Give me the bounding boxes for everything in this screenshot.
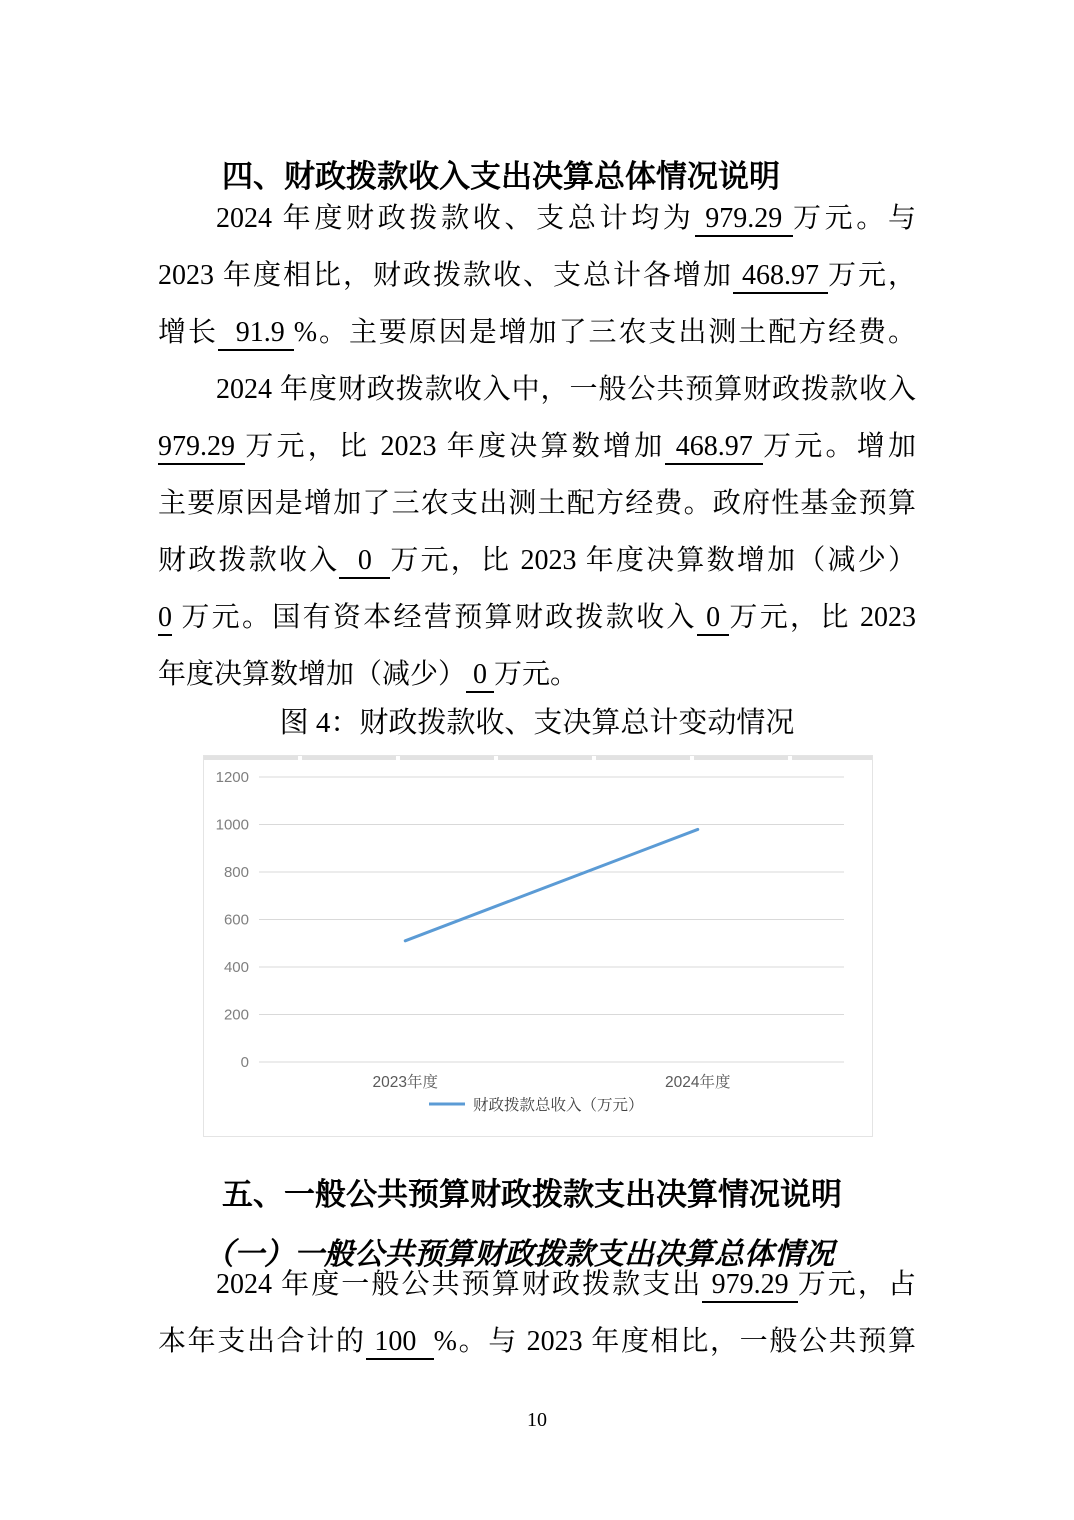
text-line bbox=[158, 190, 916, 247]
text-line bbox=[158, 589, 916, 646]
text-run: %。主要原因是增加了三农支出测土配方经费。 bbox=[293, 317, 916, 348]
text-run: 本年支出合计的 bbox=[158, 1326, 366, 1357]
y-axis-tick-label: 800 bbox=[223, 864, 249, 881]
x-axis-tick-label: 2024年度 bbox=[665, 1074, 731, 1091]
underlined-value: 468.97 bbox=[665, 431, 763, 465]
text-run: 万元。增加 bbox=[762, 431, 916, 462]
y-axis-tick-label: 400 bbox=[223, 959, 249, 976]
underlined-value: 100 bbox=[366, 1326, 434, 1360]
text-line bbox=[158, 532, 916, 589]
text-line bbox=[158, 418, 916, 475]
text-line bbox=[158, 304, 916, 361]
text-run: 万元。 bbox=[494, 659, 579, 690]
text-run: 2023 年度相比，财政拨款收、支总计各增加 bbox=[158, 260, 733, 291]
underlined-value: 468.97 bbox=[733, 260, 828, 294]
text-run: 2024 年度财政拨款收入中，一般公共预算财政拨款收入 bbox=[216, 374, 916, 405]
text-line bbox=[158, 475, 916, 532]
text-run: 2024 年度财政拨款收、支总计均为 bbox=[216, 203, 695, 234]
x-axis-tick-label: 2023年度 bbox=[372, 1074, 438, 1091]
y-axis-tick-label: 1200 bbox=[215, 769, 249, 786]
underlined-value: 0 bbox=[339, 545, 390, 579]
underlined-value: 979.29 bbox=[695, 203, 793, 237]
legend-label: 财政拨款总收入（万元） bbox=[473, 1097, 644, 1114]
y-axis-tick-label: 0 bbox=[240, 1054, 249, 1071]
underlined-value: 0 bbox=[158, 602, 172, 636]
underlined-value: 979.29 bbox=[158, 431, 245, 465]
text-line bbox=[158, 247, 916, 304]
section5-subheading: （一）一般公共预算财政拨款支出决算总体情况 bbox=[204, 1238, 834, 1271]
underlined-value: 979.29 bbox=[702, 1269, 797, 1303]
paragraph-2 bbox=[158, 361, 916, 703]
text-run: 万元，比 2023 bbox=[729, 602, 916, 633]
y-axis-tick-label: 1000 bbox=[215, 816, 249, 834]
text-line bbox=[158, 646, 916, 703]
text-run: 财政拨款收入 bbox=[158, 545, 340, 576]
page-number: 10 bbox=[527, 1409, 547, 1431]
text-run: 万元，比 2023 年度决算数增加 bbox=[245, 431, 666, 462]
text-run: 万元。国有资本经营预算财政拨款收入 bbox=[172, 602, 697, 633]
text-run: 主要原因是增加了三农支出测土配方经费。政府性基金预算 bbox=[158, 488, 916, 519]
data-series-line bbox=[405, 829, 698, 940]
text-run: %。与 2023 年度相比，一般公共预算 bbox=[433, 1326, 916, 1357]
line-chart-canvas bbox=[204, 760, 872, 1136]
text-run: 万元，占 bbox=[797, 1269, 916, 1300]
text-run: 万元， bbox=[827, 260, 916, 291]
underlined-value: 91.9 bbox=[218, 317, 294, 351]
figure4-caption: 图 4：财政拨款收、支决算总计变动情况 bbox=[279, 707, 795, 739]
text-line bbox=[158, 1313, 916, 1370]
text-run: 万元，比 2023 年度决算数增加（减少） bbox=[390, 545, 916, 576]
text-run: 2024 年度一般公共预算财政拨款支出 bbox=[216, 1269, 703, 1300]
y-axis-tick-label: 600 bbox=[223, 911, 249, 929]
text-run: 万元。与 bbox=[792, 203, 916, 234]
figure4-line-chart bbox=[203, 755, 873, 1137]
section4-heading: 四、财政拨款收入支出决算总体情况说明 bbox=[222, 158, 780, 194]
text-line bbox=[158, 1256, 916, 1313]
section4-body-text bbox=[158, 190, 916, 703]
section5-body-text bbox=[158, 1256, 916, 1370]
section5-heading: 五、一般公共预算财政拨款支出决算情况说明 bbox=[222, 1176, 842, 1212]
text-run: 年度决算数增加（减少） bbox=[158, 659, 467, 690]
underlined-value: 0 bbox=[697, 602, 730, 636]
underlined-value: 0 bbox=[466, 659, 494, 693]
text-run: 增长 bbox=[158, 317, 218, 348]
paragraph-3 bbox=[158, 1256, 916, 1370]
text-line bbox=[158, 361, 916, 418]
paragraph-1 bbox=[158, 190, 916, 361]
y-axis-tick-label: 200 bbox=[223, 1006, 249, 1024]
